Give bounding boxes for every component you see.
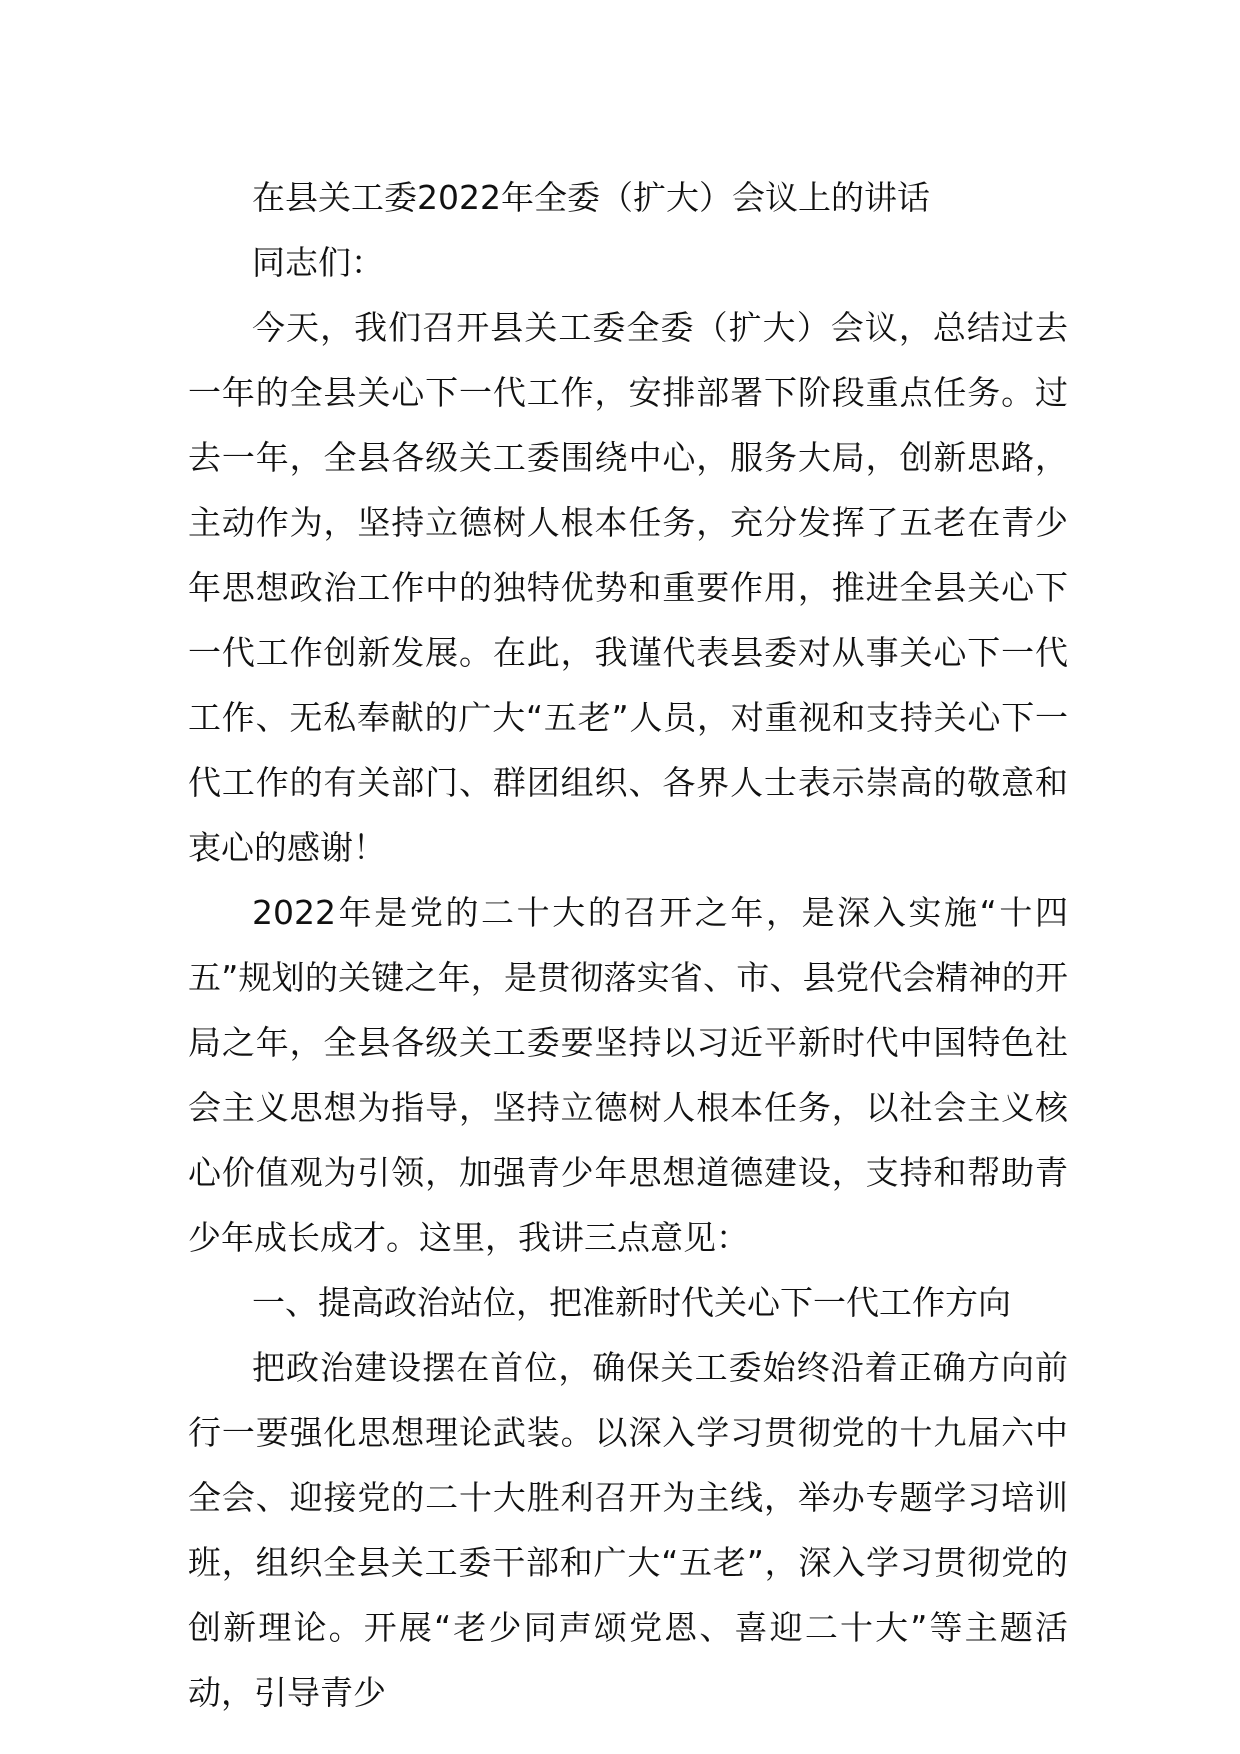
- paragraph-2022-overview: 2022年是党的二十大的召开之年，是深入实施“十四五”规划的关键之年，是贯彻落实省、市、县党代会精神的开局之年，全县各级关工委要坚持以习近平新时代中国特色社会主义思想为指导，坚持立德树人根本任务，以社会主义核心价值观为引领，加强青少年思想道德建设，支持和帮助青少年成长成才。这里，我讲三点意见：: [188, 893, 1068, 1257]
- paragraph-opening: 今天，我们召开县关工委全委（扩大）会议，总结过去一年的全县关心下一代工作，安排部署下阶段重点任务。过去一年，全县各级关工委围绕中心，服务大局，创新思路，主动作为，坚持立德树人根本任务，充分发挥了五老在青少年思想政治工作中的独特优势和重要作用，推进全县关心下一代工作创新发展。在此，我谨代表县委对从事关心下一代工作、无私奉献的广大“五老”人员，对重视和支持关心下一代工作的有关部门、群团组织、各界人士表示崇高的敬意和衷心的感谢！: [188, 308, 1068, 867]
- document-body: [188, 165, 1068, 1725]
- salutation: 同志们：: [252, 243, 384, 282]
- document-title: 在县关工委2022年全委（扩大）会议上的讲话: [252, 178, 930, 217]
- paragraph-political-construction: 把政治建设摆在首位，确保关工委始终沿着正确方向前行一要强化思想理论武装。以深入学习贯彻党的十九届六中全会、迎接党的二十大胜利召开为主线，举办专题学习培训班，组织全县关工委干部和广大“五老”，深入学习贯彻党的创新理论。开展“老少同声颂党恩、喜迎二十大”等主题活动，引导青少: [188, 1348, 1068, 1712]
- section-heading-1: 一、提高政治站位，把准新时代关心下一代工作方向: [252, 1283, 1011, 1322]
